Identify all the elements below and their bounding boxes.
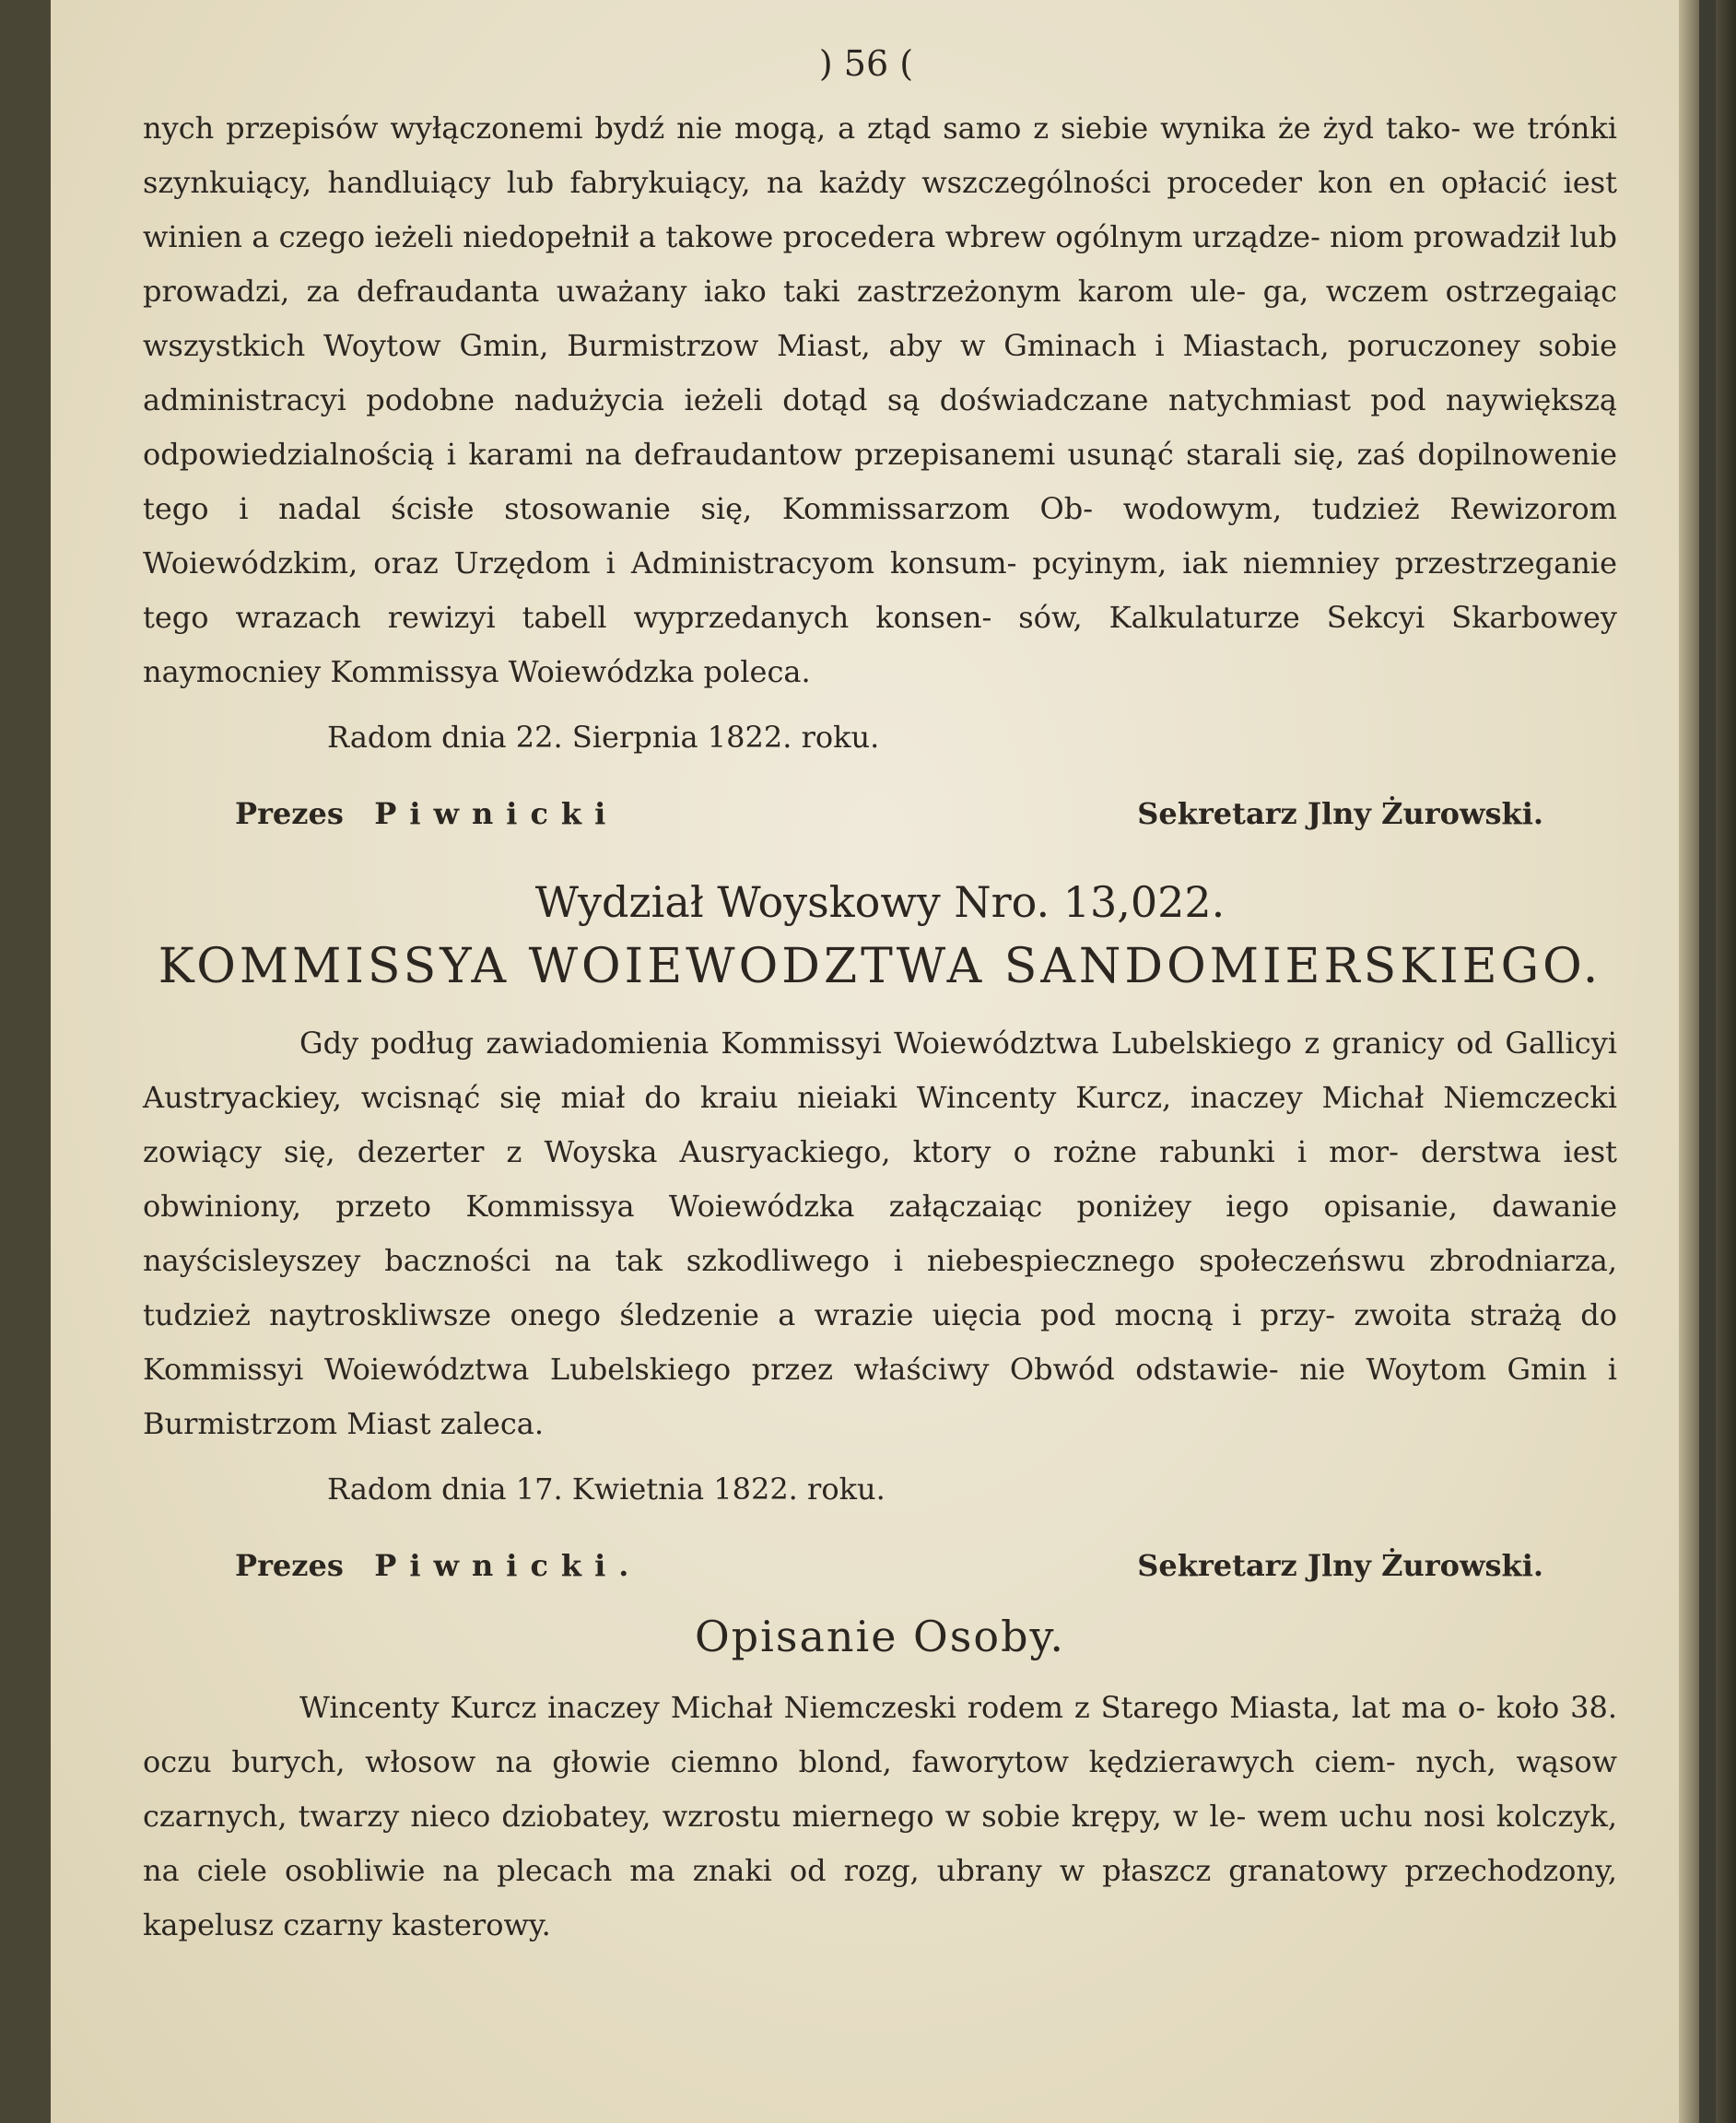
intro-paragraph-text: nych przepisów wyłączonemi bydź nie mogą, a ztąd samo z siebie wynika że żyd tako- we trónki szynkuiący, handluiący lub fabrykuiący, na każdy wszczególności proceder kon en opłacić iest winien a czego ieżeli niedopełnił a takowe procedera wbrew ogólnym urządze- niom prowadził lub prowadzi, za defraudanta uważany iako taki zastrzeżonym karom ule- ga, wczem ostrzegaiąc wszystkich Woytow Gmin, Burmistrzow Miast, aby w Gminach i Miastach, poruczoney sobie administracyi podobne nadużycia ieżeli dotąd są doświadczane natychmiast pod naywiększą odpowiedzialnością i karami na defraudantow przepisanemi usunąć starali się, zaś dopilnowenie tego i nadal ścisłe stosowanie się, Kommissarzom Ob- wodowym, tudzież Rewizorom Woiewódzkim, oraz Urzędom i Administracyom konsum- pcyinym, iak niemniey przestrzeganie tego wrazach rewizyi tabell wyprzedanych konsen- sów, Kalkulaturze Sekcyi Skarbowey naymocniey Kommissya Woiewódzka poleca. (143, 111, 1617, 689)
commission-heading: KOMMISSYA WOIEWODZTWA SANDOMIERSKIEGO. (158, 939, 1602, 994)
second-paragraph: Gdy podług zawiadomienia Kommissyi Woiewództwa Lubelskiego z granicy od Gallicyi Austryackiey, wcisnąć się miał do kraiu nieiaki Wincenty Kurcz, inaczey Michał Niemczecki zowiący się, dezerter z Woyska Ausryackiego, ktory o rożne rabunki i mor- derstwa iest obwiniony, przeto Kommissya Woiewódzka załączaiąc poniżey iego opisanie, dawanie nayścisleyszey baczności na tak szkodliwego i niebespiecznego społeczeńswu zbrodniarza, tudzież naytroskliwsze onego śledzenie a wrazie uięcia pod mocną i przy- zwoita strażą do Kommissyi Woiewództwa Lubelskiego przez właściwy Obwód odstawie- nie Woytom Gmin i Burmistrzom Miast zaleca. (143, 1026, 1617, 1441)
page-content (143, 37, 1617, 1953)
description-heading: Opisanie Osoby. (694, 1612, 1066, 1661)
first-date-line: Radom dnia 22. Sierpnia 1822. roku. (327, 720, 880, 755)
second-date-line: Radom dnia 17. Kwietnia 1822. roku. (327, 1472, 886, 1507)
first-president-name: Piwnicki (374, 796, 619, 831)
second-signature-row (235, 1539, 1543, 1593)
intro-paragraph (143, 101, 1617, 699)
first-president-label: Prezes (235, 796, 344, 831)
second-president-label: Prezes (235, 1548, 344, 1583)
first-signature-row (235, 787, 1543, 841)
department-heading: Wydział Woyskowy Nro. 13,022. (534, 877, 1226, 927)
second-president-name: Piwnicki. (374, 1548, 642, 1583)
page-number: ) 56 ( (818, 43, 914, 84)
binding-edge (1699, 0, 1716, 2123)
second-president-signature (235, 1539, 641, 1593)
first-president-signature (235, 787, 618, 841)
second-secretary-signature: Sekretarz Jlny Żurowski. (1137, 1548, 1543, 1583)
description-paragraph: Wincenty Kurcz inaczey Michał Niemczeski rodem z Starego Miasta, lat ma o- koło 38. oczu burych, włosow na głowie ciemno blond, faworytow kędzierawych ciem- nych, wąsow czarnych, twarzy nieco dziobatey, wzrostu miernego w sobie krępy, w le- wem uchu nosi kolczyk, na ciele osobliwie na plecach ma znaki od rozg, ubrany w płaszcz granatowy przechodzony, kapelusz czarny kasterowy. (143, 1690, 1617, 1942)
first-secretary-signature: Sekretarz Jlny Żurowski. (1137, 796, 1543, 831)
